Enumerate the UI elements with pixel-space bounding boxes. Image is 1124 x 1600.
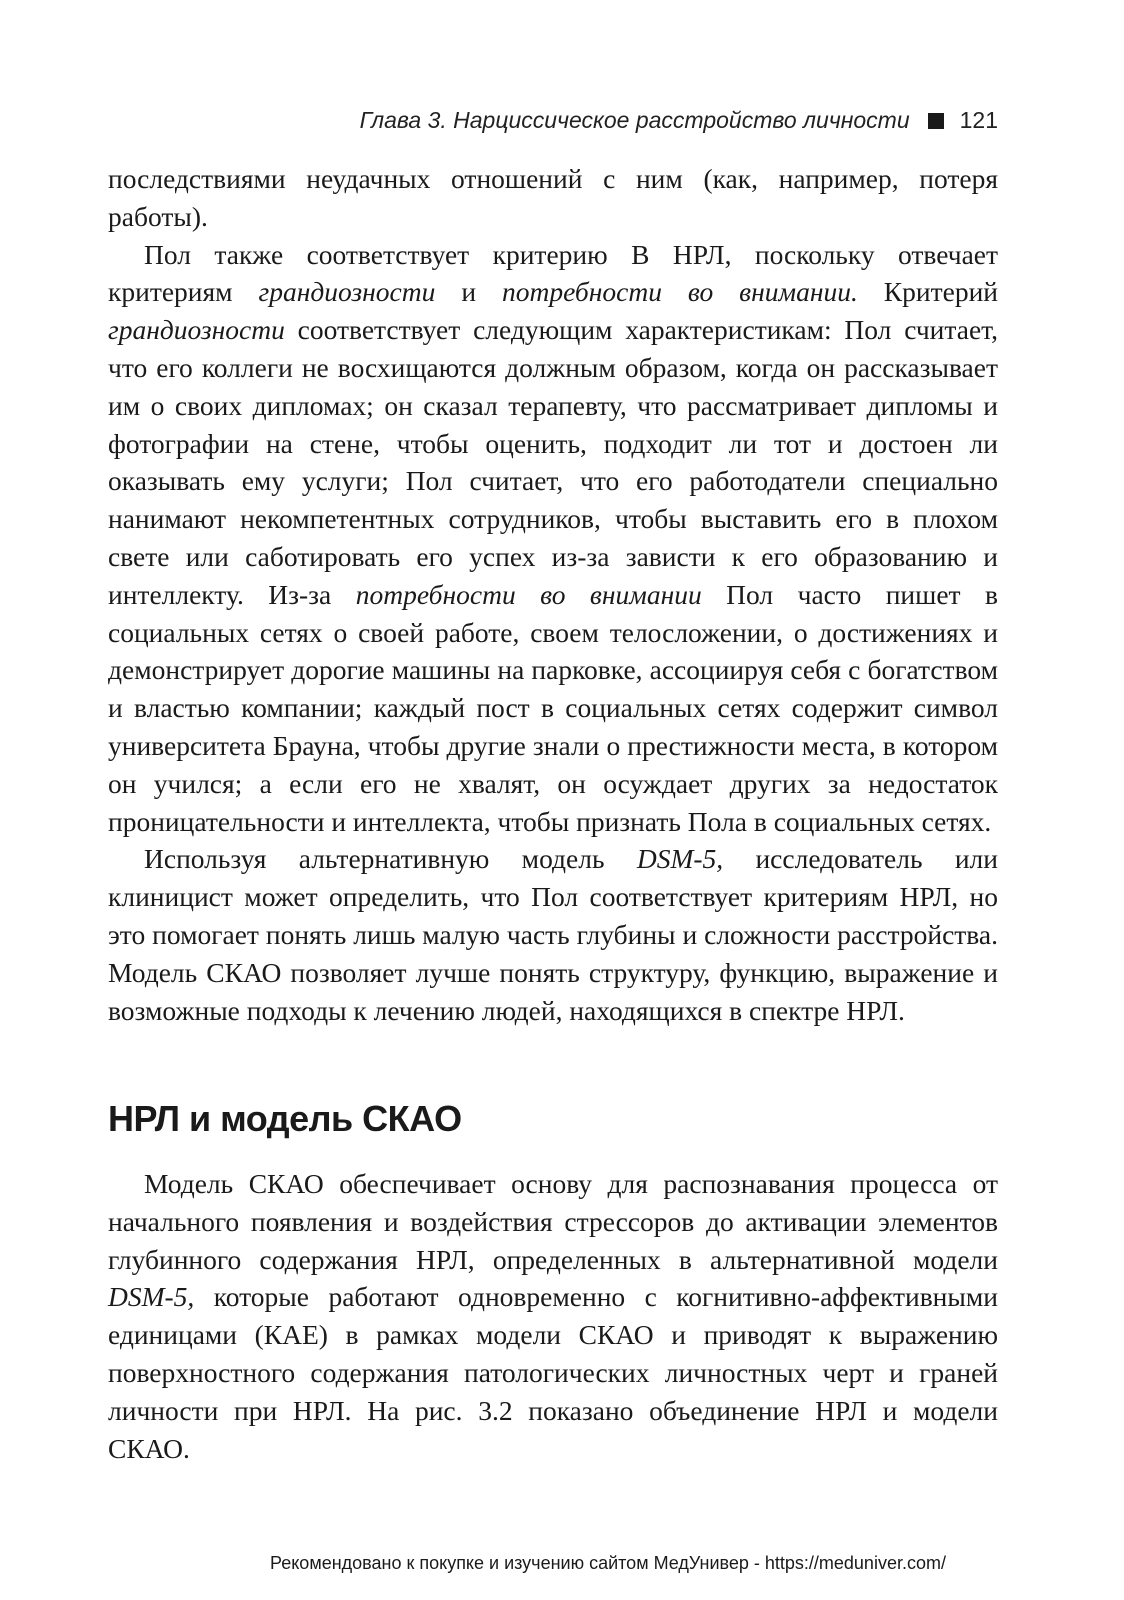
paragraph-2	[108, 236, 998, 841]
section-body	[108, 1165, 998, 1467]
emphasis-dsm5-2: DSM-5,	[108, 1281, 195, 1313]
paragraph-3-text-2: исследователь или клиницист может определить, что Пол соответствует критериям НРЛ, но это помогает понять лишь малую часть глубины и сложности расстройства. Модель СКАО позволяет лучше понять структуру, функцию, выражение и возможные подходы к лечению людей, находящихся в спектре НРЛ.	[108, 843, 998, 1026]
paragraph-4-text-2: которые работают одновременно с когнитивно-аффективными единицами (КАЕ) в рамках модели СКАО и приводят к выражению поверхностного содержания патологических личностных черт и граней личности при НРЛ. На рис. 3.2 показано объединение НРЛ и модели СКАО.	[108, 1281, 998, 1464]
emphasis-dsm5: DSM-5,	[636, 843, 724, 875]
body-text	[108, 160, 998, 1029]
running-header	[108, 107, 998, 134]
paragraph-2-text-3: Критерий	[857, 276, 999, 308]
page-number: 121	[959, 107, 998, 133]
emphasis-attention-seeking: потребности во внимании.	[501, 276, 858, 308]
paragraph-4	[108, 1165, 998, 1467]
emphasis-grandiosity-2: грандиозности	[108, 314, 285, 346]
paragraph-1-text: последствиями неудачных отношений с ним (как, например, потеря работы).	[108, 163, 998, 232]
emphasis-attention-seeking-2: потребности во внимании	[355, 578, 702, 610]
section-heading: НРЛ и модель СКАО	[108, 1098, 462, 1139]
paragraph-2-text-1: Пол также соответствует критерию В НРЛ, поскольку отвечает критериям	[108, 238, 998, 308]
paragraph-2-text-2: и	[435, 276, 502, 308]
paragraph-1	[108, 160, 998, 236]
paragraph-3	[108, 840, 998, 1029]
chapter-title: Глава 3. Нарциссическое расстройство личности	[359, 107, 910, 133]
paragraph-3-text-1: Используя альтернативную модель	[144, 843, 637, 875]
footer-note: Рекомендовано к покупке и изучению сайтом МедУнивер - https://meduniver.com/	[270, 1553, 946, 1573]
paragraph-2-text-4: соответствует следующим характеристикам: Пол считает, что его коллеги не восхищаются должным образом, когда он рассказывает им о своих дипломах; он сказал терапевту, что рассматривает дипломы и фотографии на стене, чтобы оценить, подходит ли тот и достоен ли оказывать ему услуги; Пол считает, что его работодатели специально нанимают некомпетентных сотрудников, чтобы выставить его в плохом свете или саботировать его успех из-за зависти к его образованию и интеллекту. Из-за	[108, 314, 998, 610]
square-separator-icon	[928, 113, 944, 129]
paragraph-2-text-5: Пол часто пишет в социальных сетях о своей работе, своем телосложении, о достижениях и демонстрирует дорогие машины на парковке, ассоциируя себя с богатством и властью компании; каждый пост в социальных сетях содержит символ университета Брауна, чтобы другие знали о престижности места, в котором он учился; а если его не хвалят, он осуждает других за недостаток проницательности и интеллекта, чтобы признать Пола в социальных сетях.	[108, 578, 998, 837]
emphasis-grandiosity: грандиозности	[258, 276, 436, 308]
paragraph-4-text-1: Модель СКАО обеспечивает основу для распознавания процесса от начального появления и воздействия стрессоров до активации элементов глубинного содержания НРЛ, определенных в альтернативной модели	[108, 1168, 998, 1275]
